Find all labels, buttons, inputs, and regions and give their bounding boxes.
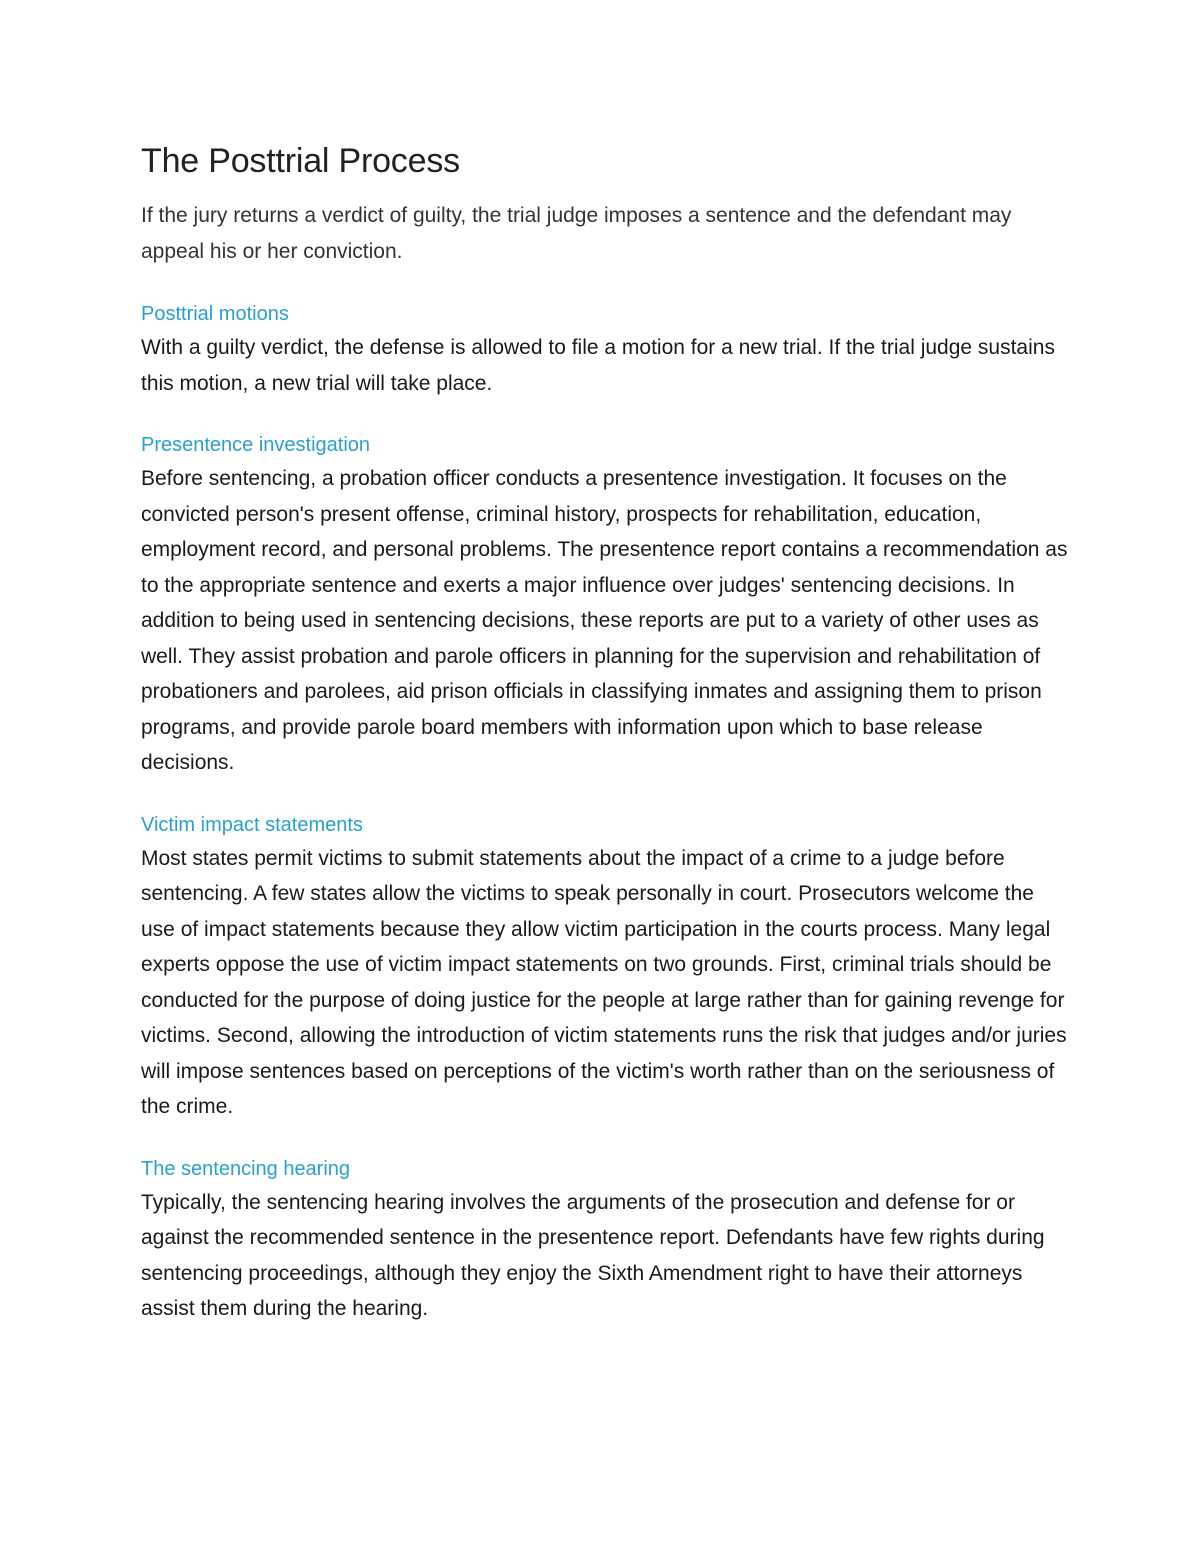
section-posttrial-motions [141, 298, 1071, 401]
section-heading: Posttrial motions [141, 303, 289, 325]
page-title: The Posttrial Process [141, 142, 460, 180]
section-body: Typically, the sentencing hearing involves the arguments of the prosecution and defense for or against the recommended sentence in the presentence report. Defendants have few rights during sentencing proceedings, although they enjoy the Sixth Amendment right to have their attorneys assist them during the hearing. [141, 1190, 1045, 1320]
intro-paragraph: If the jury returns a verdict of guilty, the trial judge imposes a sentence and the defendant may appeal his or her conviction. [141, 204, 1012, 263]
section-heading: Presentence investigation [141, 434, 371, 456]
section-body: Most states permit victims to submit statements about the impact of a crime to a judge before sentencing. A few states allow the victims to speak personally in court. Prosecutors welcome the use of impact statements because they allow victim participation in the courts process. Many legal experts oppose the use of victim impact statements on two grounds. First, criminal trials should be conducted for the purpose of doing justice for the people at large rather than for gaining revenge for victims. Second, allowing the introduction of victim statements runs the risk that judges and/or juries will impose sentences based on perceptions of the victim's worth rather than on the seriousness of the crime. [141, 846, 1067, 1118]
section-victim-impact-statements [141, 809, 1071, 1125]
section-heading: Victim impact statements [141, 813, 363, 836]
section-sentencing-hearing [141, 1153, 1071, 1327]
section-heading: The sentencing hearing [141, 1157, 351, 1180]
document-page [141, 138, 1071, 1355]
section-body: With a guilty verdict, the defense is allowed to file a motion for a new trial. If the trial judge sustains this motion, a new trial will take place. [141, 336, 1055, 395]
section-presentence-investigation [141, 429, 1071, 781]
section-body: Before sentencing, a probation officer conducts a presentence investigation. It focuses on the convicted person's present offense, criminal history, prospects for rehabilitation, education, employment record, and personal problems. The presentence report contains a recommendation as to the appropriate sentence and exerts a major influence over judges' sentencing decisions. In addition to being used in sentencing decisions, these reports are put to a variety of other uses as well. They assist probation and parole officers in planning for the supervision and rehabilitation of probationers and parolees, aid prison officials in classifying inmates and assigning them to prison programs, and provide parole board members with information upon which to base release decisions. [141, 467, 1068, 774]
